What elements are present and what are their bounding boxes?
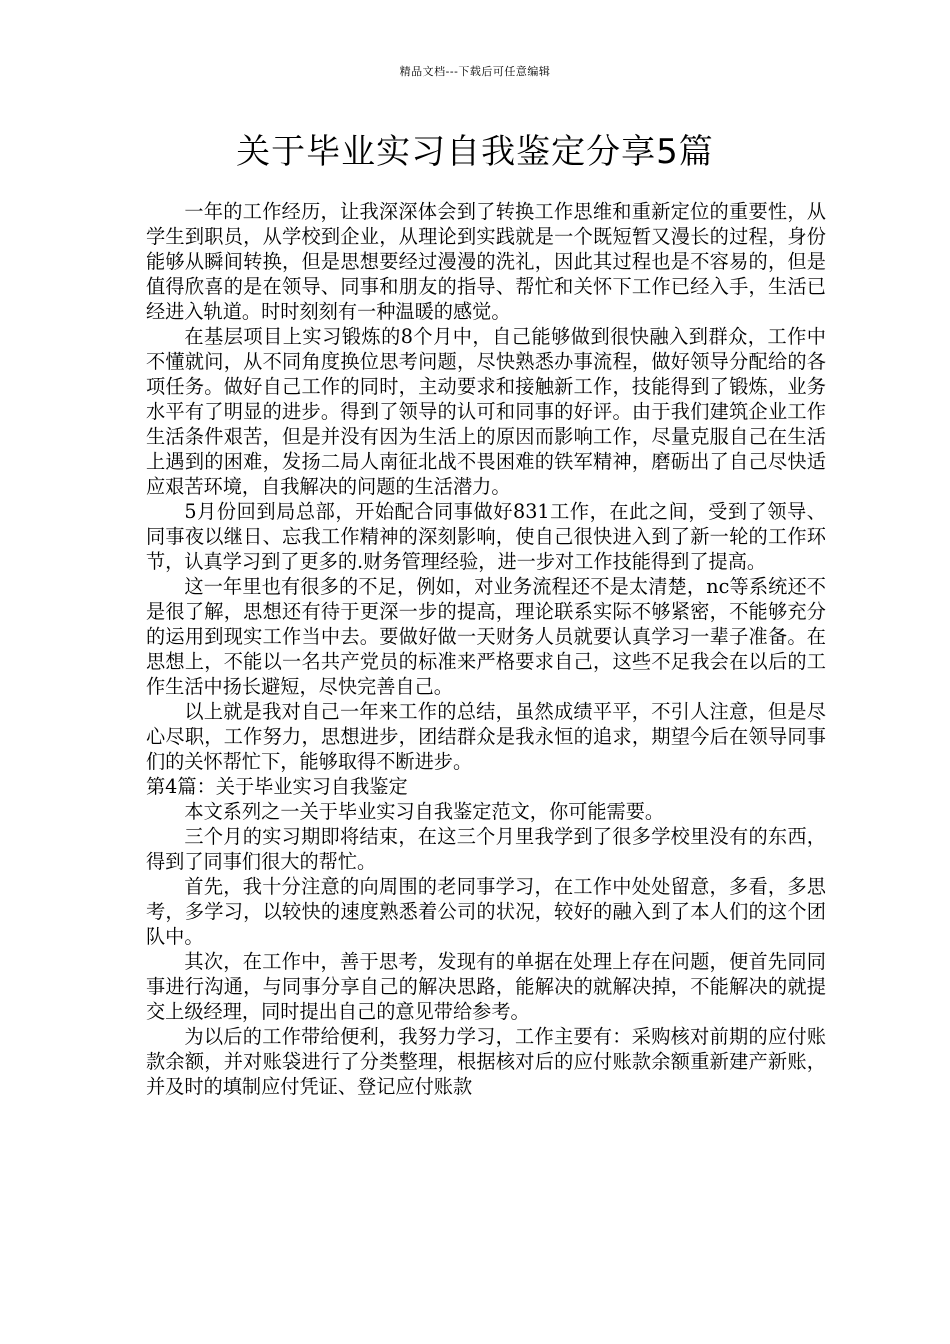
section-heading: 第4篇：关于毕业实习自我鉴定 (146, 775, 408, 798)
body-paragraph: 首先，我十分注意的向周围的老同事学习，在工作中处处留意，多看，多思考，多学习，以较快的速度熟悉着公司的状况，较好的融入到了本人们的这个团队中。 (146, 875, 826, 948)
body-paragraph: 以上就是我对自己一年来工作的总结，虽然成绩平平，不引人注意，但是尽心尽职，工作努力，思想进步，团结群众是我永恒的追求，期望今后在领导同事们的关怀帮忙下，能够取得不断进步。 (146, 700, 826, 773)
body-paragraph: 在基层项目上实习锻炼的8个月中，自己能够做到很快融入到群众，工作中不懂就问，从不同角度换位思考问题，尽快熟悉办事流程，做好领导分配给的各项任务。做好自己工作的同时，主动要求和接触新工作，技能得到了锻炼，业务水平有了明显的进步。得到了领导的认可和同事的好评。由于我们建筑企业工作生活条件艰苦，但是并没有因为生活上的原因而影响工作，尽量克服自己在生活上遇到的困难，发扬二局人南征北战不畏困难的铁军精神，磨砺出了自己尽快适应艰苦环境，自我解决的问题的生活潜力。 (146, 325, 826, 498)
body-paragraph: 三个月的实习期即将结束，在这三个月里我学到了很多学校里没有的东西，得到了同事们很大的帮忙。 (146, 825, 826, 873)
body-paragraph: 这一年里也有很多的不足，例如，对业务流程还不是太清楚，nc等系统还不是很了解，思想还有待于更深一步的提高，理论联系实际不够紧密，不能够充分的运用到现实工作当中去。要做好做一天财务人员就要认真学习一辈子准备。在思想上，不能以一名共产党员的标准来严格要求自己，这些不足我会在以后的工作生活中扬长避短，尽快完善自己。 (146, 575, 826, 698)
body-paragraph: 5月份回到局总部，开始配合同事做好831工作，在此之间，受到了领导、同事夜以继日、忘我工作精神的深刻影响，使自己很快进入到了新一轮的工作环节，认真学习到了更多的.财务管理经验，进一步对工作技能得到了提高。 (146, 500, 826, 573)
body-paragraph: 其次，在工作中，善于思考，发现有的单据在处理上存在问题，便首先同同事进行沟通，与同事分享自己的解决思路，能解决的就解决掉，不能解决的就提交上级经理，同时提出自己的意见带给参考。 (146, 950, 826, 1023)
body-paragraph: 本文系列之一关于毕业实习自我鉴定范文，你可能需要。 (184, 800, 665, 823)
body-paragraph: 为以后的工作带给便利，我努力学习，工作主要有：采购核对前期的应付账款余额，并对账袋进行了分类整理，根据核对后的应付账款余额重新建产新账，并及时的填制应付凭证、登记应付账款 (146, 1025, 826, 1098)
body-paragraph: 一年的工作经历，让我深深体会到了转换工作思维和重新定位的重要性，从学生到职员，从学校到企业，从理论到实践就是一个既短暂又漫长的过程，身份能够从瞬间转换，但是思想要经过漫漫的洗礼，因此其过程也是不容易的，但是值得欣喜的是在领导、同事和朋友的指导、帮忙和关怀下工作已经入手，生活已经进入轨道。时时刻刻有一种温暖的感觉。 (146, 200, 826, 323)
page-title: 关于毕业实习自我鉴定分享5篇 (236, 132, 714, 172)
document-body (146, 199, 826, 1099)
header-note: 精品文档---下载后可任意编辑 (399, 65, 551, 78)
